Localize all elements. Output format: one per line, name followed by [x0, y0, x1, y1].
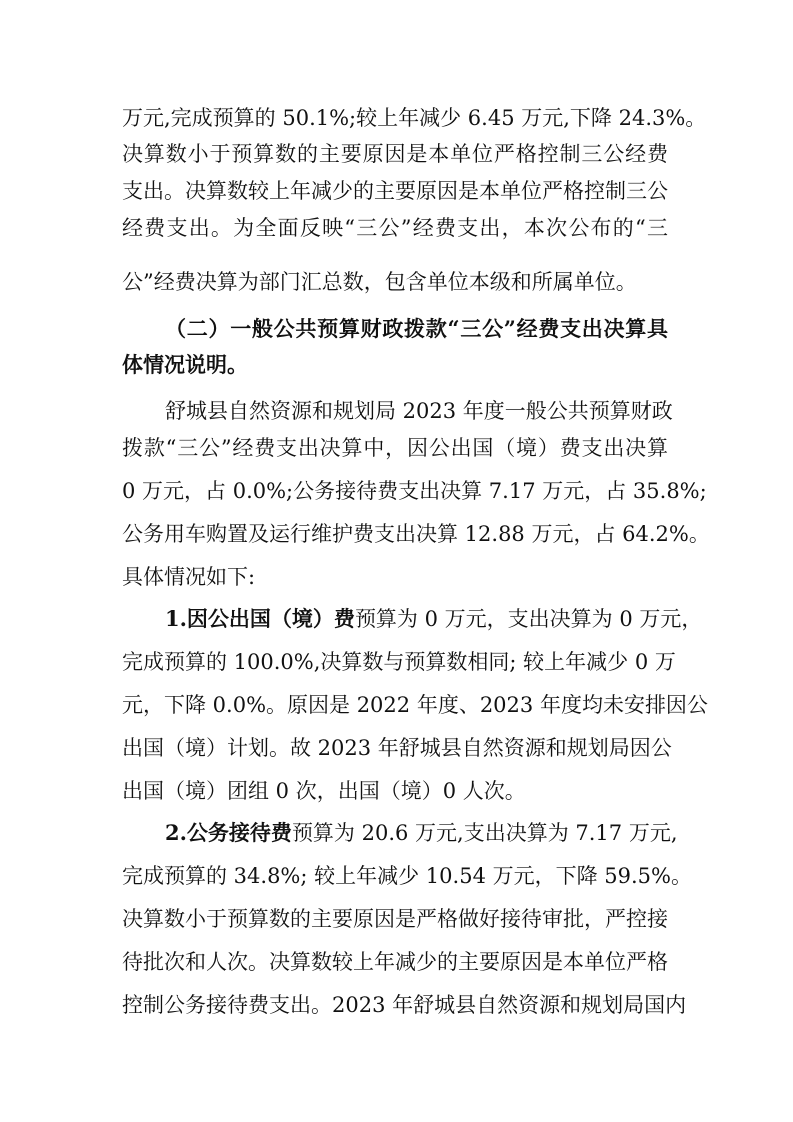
- body-text-line: [165, 604, 703, 634]
- body-text-line: 待批次和人次。决算数较上年减少的主要原因是本单位严格: [122, 950, 668, 974]
- body-text-line: 经费支出。为全面反映“三公”经费支出，本次公布的“三: [122, 216, 668, 240]
- body-text-line: 完成预算的 100.0%,决算数与预算数相同; 较上年减少 0 万: [122, 650, 676, 674]
- body-text-line: [165, 818, 678, 848]
- section-heading: （二）一般公共预算财政拨款“三公”经费支出决算具: [165, 316, 668, 341]
- body-text-line: 支出。决算数较上年减少的主要原因是本单位严格控制三公: [122, 179, 668, 203]
- body-text-line: 出国（境）团组 0 次，出国（境）0 人次。: [122, 779, 526, 803]
- body-text-line: 决算数小于预算数的主要原因是严格做好接待审批，严控接: [122, 907, 668, 931]
- body-text-line: 公”经费决算为部门汇总数，包含单位本级和所属单位。: [122, 270, 637, 294]
- item-lead: 2.公务接待费: [165, 820, 292, 845]
- section-heading: 体情况说明。: [122, 352, 248, 377]
- body-text-line: 出国（境）计划。故 2023 年舒城县自然资源和规划局因公: [122, 736, 672, 760]
- body-text-line: 控制公务接待费支出。2023 年舒城县自然资源和规划局国内: [122, 993, 687, 1017]
- body-text: 预算为 20.6 万元,支出决算为 7.17 万元,: [291, 821, 678, 845]
- body-text-line: 舒城县自然资源和规划局 2023 年度一般公共预算财政: [165, 399, 673, 423]
- body-text-line: 元，下降 0.0%。原因是 2022 年度、2023 年度均未安排因公: [122, 693, 708, 717]
- body-text-line: 决算数小于预算数的主要原因是本单位严格控制三公经费: [122, 142, 668, 166]
- body-text-line: 万元,完成预算的 50.1%;较上年减少 6.45 万元,下降 24.3%。: [122, 106, 707, 130]
- body-text-line: 完成预算的 34.8%; 较上年减少 10.54 万元，下降 59.5%。: [122, 864, 692, 888]
- body-text-line: 具体情况如下:: [122, 565, 256, 589]
- body-text-line: 公务用车购置及运行维护费支出决算 12.88 万元，占 64.2%。: [122, 522, 710, 546]
- body-text-line: 拨款“三公”经费支出决算中，因公出国（境）费支出决算: [122, 436, 668, 460]
- body-text-line: 0 万元，占 0.0%;公务接待费支出决算 7.17 万元，占 35.8%;: [122, 479, 707, 503]
- body-text: 预算为 0 万元，支出决算为 0 万元，: [354, 607, 703, 631]
- item-lead: 1.因公出国（境）费: [165, 606, 355, 631]
